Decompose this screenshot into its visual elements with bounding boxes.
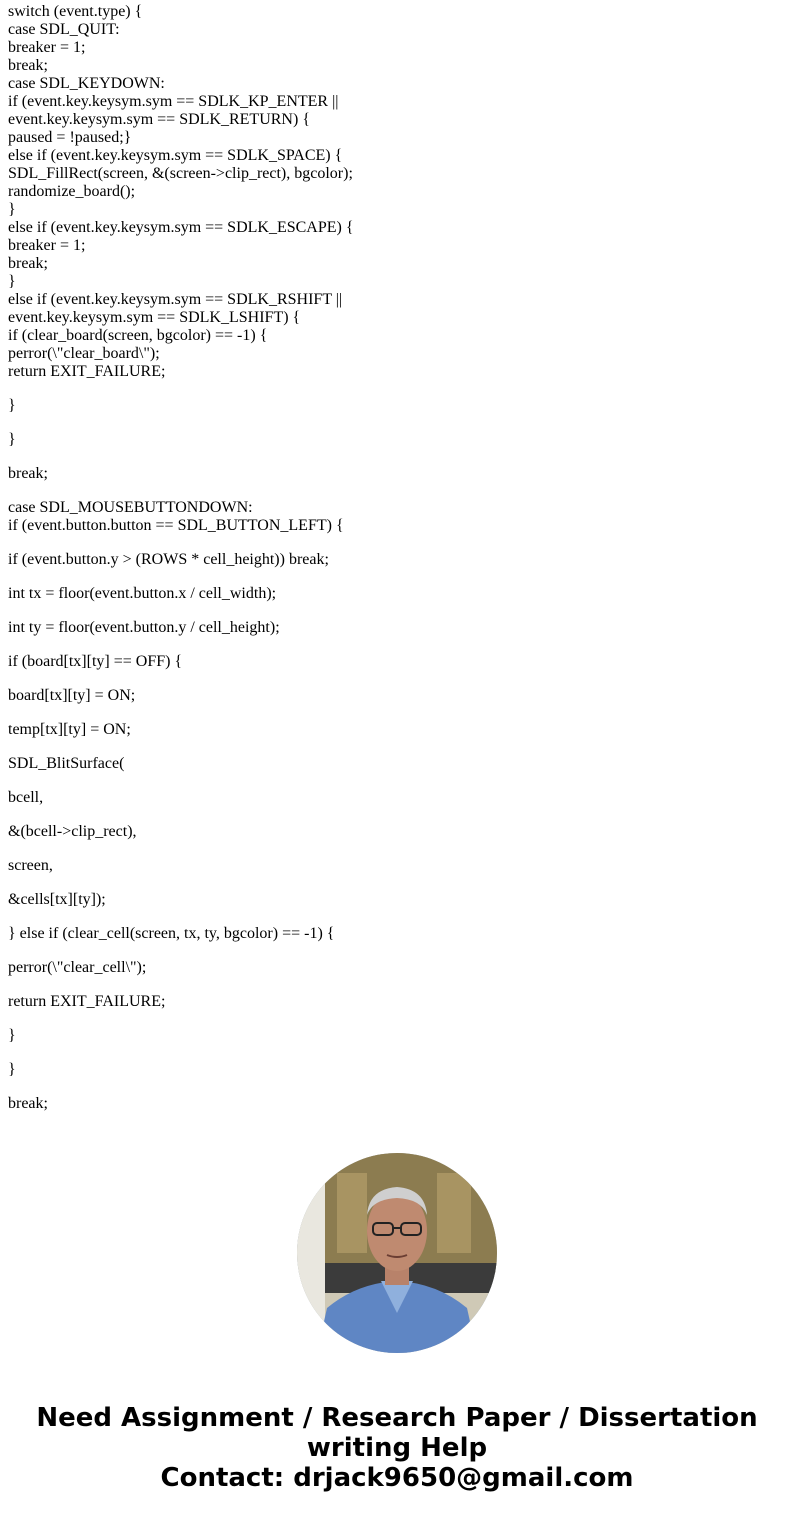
code-line: paused = !paused;} [8, 129, 132, 146]
author-avatar [297, 1153, 497, 1353]
code-gap [8, 603, 768, 619]
code-gap [8, 381, 768, 397]
code-line: break; [8, 1095, 48, 1112]
code-line: event.key.keysym.sym == SDLK_RETURN) { [8, 111, 310, 128]
code-gap [8, 909, 768, 925]
code-gap [8, 535, 768, 551]
code-line: temp[tx][ty] = ON; [8, 721, 131, 738]
code-line: perror(\"clear_cell\"); [8, 959, 147, 976]
code-line: int ty = floor(event.button.y / cell_height); [8, 619, 280, 636]
code-line: else if (event.key.keysym.sym == SDLK_ESCAPE) { [8, 219, 354, 236]
contact-banner [0, 1403, 794, 1493]
code-line: } [8, 273, 16, 290]
code-line: breaker = 1; [8, 39, 86, 56]
code-gap [8, 1011, 768, 1027]
code-line: randomize_board(); [8, 183, 136, 200]
code-gap [8, 943, 768, 959]
code-gap [8, 875, 768, 891]
code-gap [8, 841, 768, 857]
code-line: SDL_BlitSurface( [8, 755, 125, 772]
code-gap [8, 739, 768, 755]
code-line: SDL_FillRect(screen, &(screen->clip_rect), bgcolor); [8, 165, 353, 182]
cta-line-3: Contact: drjack9650@gmail.com [160, 1463, 634, 1493]
code-gap [8, 773, 768, 789]
code-line: } [8, 201, 16, 218]
code-gap [8, 1045, 768, 1061]
code-gap [8, 807, 768, 823]
code-gap [8, 977, 768, 993]
code-line: case SDL_QUIT: [8, 21, 120, 38]
code-line: break; [8, 255, 48, 272]
code-gap [8, 671, 768, 687]
code-line: return EXIT_FAILURE; [8, 993, 166, 1010]
code-line: event.key.keysym.sym == SDLK_LSHIFT) { [8, 309, 301, 326]
code-line: else if (event.key.keysym.sym == SDLK_RSHIFT || [8, 291, 343, 308]
code-gap [8, 483, 768, 499]
code-line: &cells[tx][ty]); [8, 891, 106, 908]
code-line: if (board[tx][ty] == OFF) { [8, 653, 183, 670]
code-line: if (event.button.button == SDL_BUTTON_LEFT) { [8, 517, 344, 534]
code-snippet [8, 3, 768, 1113]
code-line: switch (event.type) { [8, 3, 143, 20]
code-line: case SDL_MOUSEBUTTONDOWN: [8, 499, 253, 516]
code-line: } [8, 1061, 16, 1078]
code-line: bcell, [8, 789, 44, 806]
code-line: if (event.key.keysym.sym == SDLK_KP_ENTER || [8, 93, 339, 110]
code-gap [8, 569, 768, 585]
code-gap [8, 1079, 768, 1095]
code-gap [8, 705, 768, 721]
code-line: perror(\"clear_board\"); [8, 345, 160, 362]
code-gap [8, 637, 768, 653]
code-line: board[tx][ty] = ON; [8, 687, 136, 704]
code-line: else if (event.key.keysym.sym == SDLK_SPACE) { [8, 147, 343, 164]
code-line: } [8, 1027, 16, 1044]
code-line: } [8, 431, 16, 448]
code-line: return EXIT_FAILURE; [8, 363, 166, 380]
code-line: &(bcell->clip_rect), [8, 823, 137, 840]
code-gap [8, 415, 768, 431]
portrait-icon [297, 1153, 497, 1353]
code-line: int tx = floor(event.button.x / cell_width); [8, 585, 277, 602]
code-line: } [8, 397, 16, 414]
code-line: break; [8, 57, 48, 74]
code-line: screen, [8, 857, 53, 874]
cta-line-1: Need Assignment / Research Paper / Dissertation [36, 1403, 758, 1433]
code-line: case SDL_KEYDOWN: [8, 75, 165, 92]
code-line: if (clear_board(screen, bgcolor) == -1) { [8, 327, 268, 344]
code-line: } else if (clear_cell(screen, tx, ty, bgcolor) == -1) { [8, 925, 335, 942]
code-line: breaker = 1; [8, 237, 86, 254]
code-gap [8, 449, 768, 465]
cta-line-2: writing Help [306, 1433, 488, 1463]
code-line: break; [8, 465, 48, 482]
code-line: if (event.button.y > (ROWS * cell_height)) break; [8, 551, 329, 568]
